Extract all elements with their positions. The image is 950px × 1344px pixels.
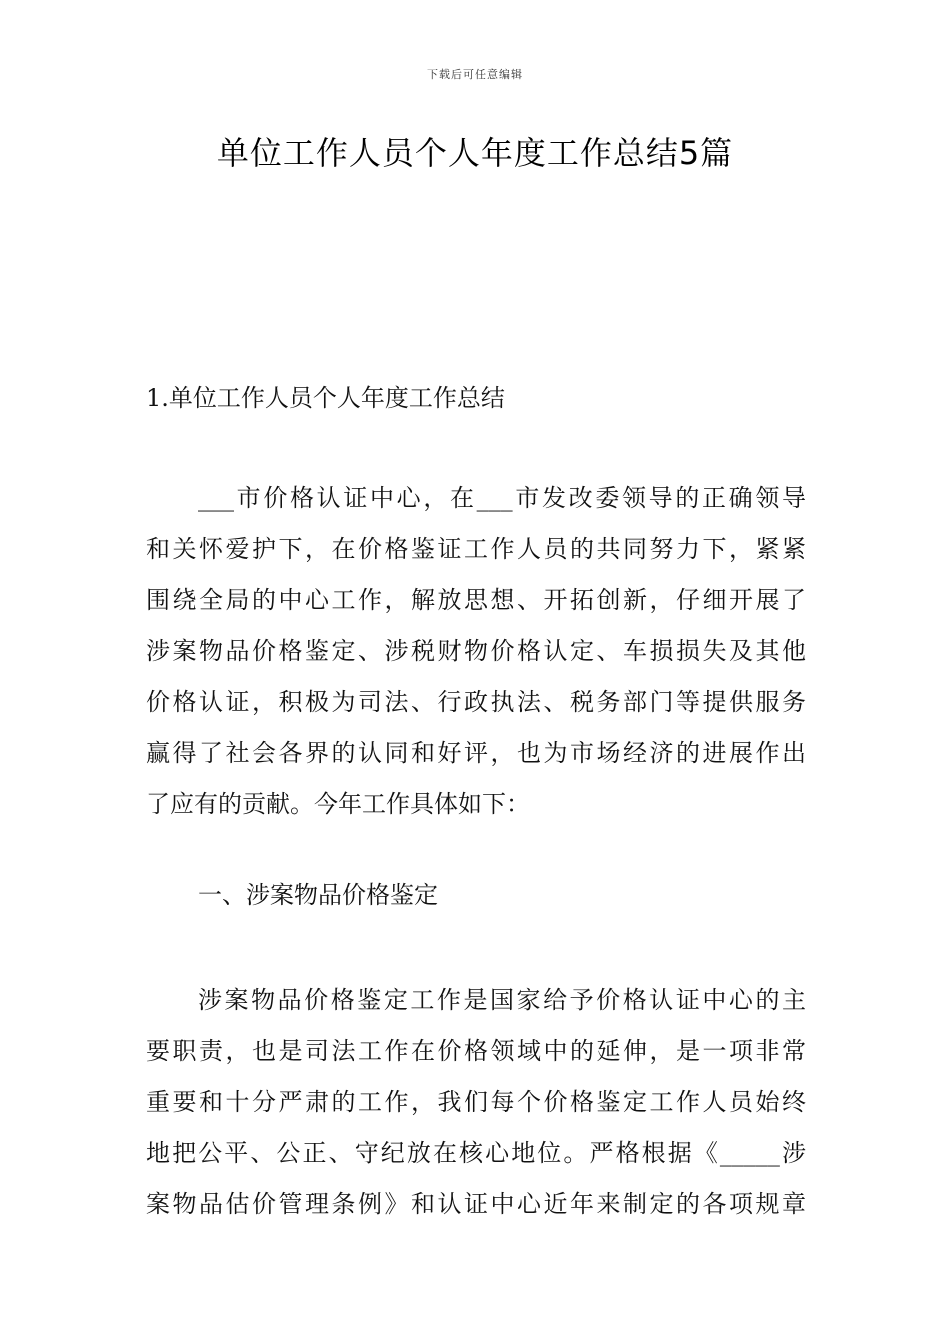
paragraph-line: 赢得了社会各界的认同和好评，也为市场经济的进展作出 xyxy=(146,739,806,767)
paragraph-appraisal xyxy=(146,975,806,1230)
paragraph-line: ___市价格认证中心，在___市发改委领导的正确领导 xyxy=(198,484,806,512)
paragraph-line: 要职责，也是司法工作在价格领域中的延伸，是一项非常 xyxy=(146,1037,806,1065)
paragraph-line: 案物品估价管理条例》和认证中心近年来制定的各项规章 xyxy=(146,1190,806,1218)
section-heading: 1.单位工作人员个人年度工作总结 xyxy=(146,384,505,412)
paragraph-line: 和关怀爱护下，在价格鉴证工作人员的共同努力下，紧紧 xyxy=(146,535,806,563)
paragraph-line: 涉案物品价格鉴定工作是国家给予价格认证中心的主 xyxy=(198,986,806,1014)
paragraph-line: 重要和十分严肃的工作，我们每个价格鉴定工作人员始终 xyxy=(146,1088,806,1116)
paragraph-line: 涉案物品价格鉴定、涉税财物价格认定、车损损失及其他 xyxy=(146,637,806,665)
paragraph-line: 了应有的贡献。今年工作具体如下： xyxy=(146,790,530,818)
subsection-heading: 一、涉案物品价格鉴定 xyxy=(198,881,438,909)
paragraph-line: 价格认证，积极为司法、行政执法、税务部门等提供服务 xyxy=(146,688,806,716)
paragraph-line: 围绕全局的中心工作，解放思想、开拓创新，仔细开展了 xyxy=(146,586,806,614)
paragraph-line: 地把公平、公正、守纪放在核心地位。严格根据《_____涉 xyxy=(146,1139,806,1167)
document-title: 单位工作人员个人年度工作总结5篇 xyxy=(216,134,734,172)
header-note: 下载后可任意编辑 xyxy=(427,68,523,81)
paragraph-intro xyxy=(146,473,806,830)
